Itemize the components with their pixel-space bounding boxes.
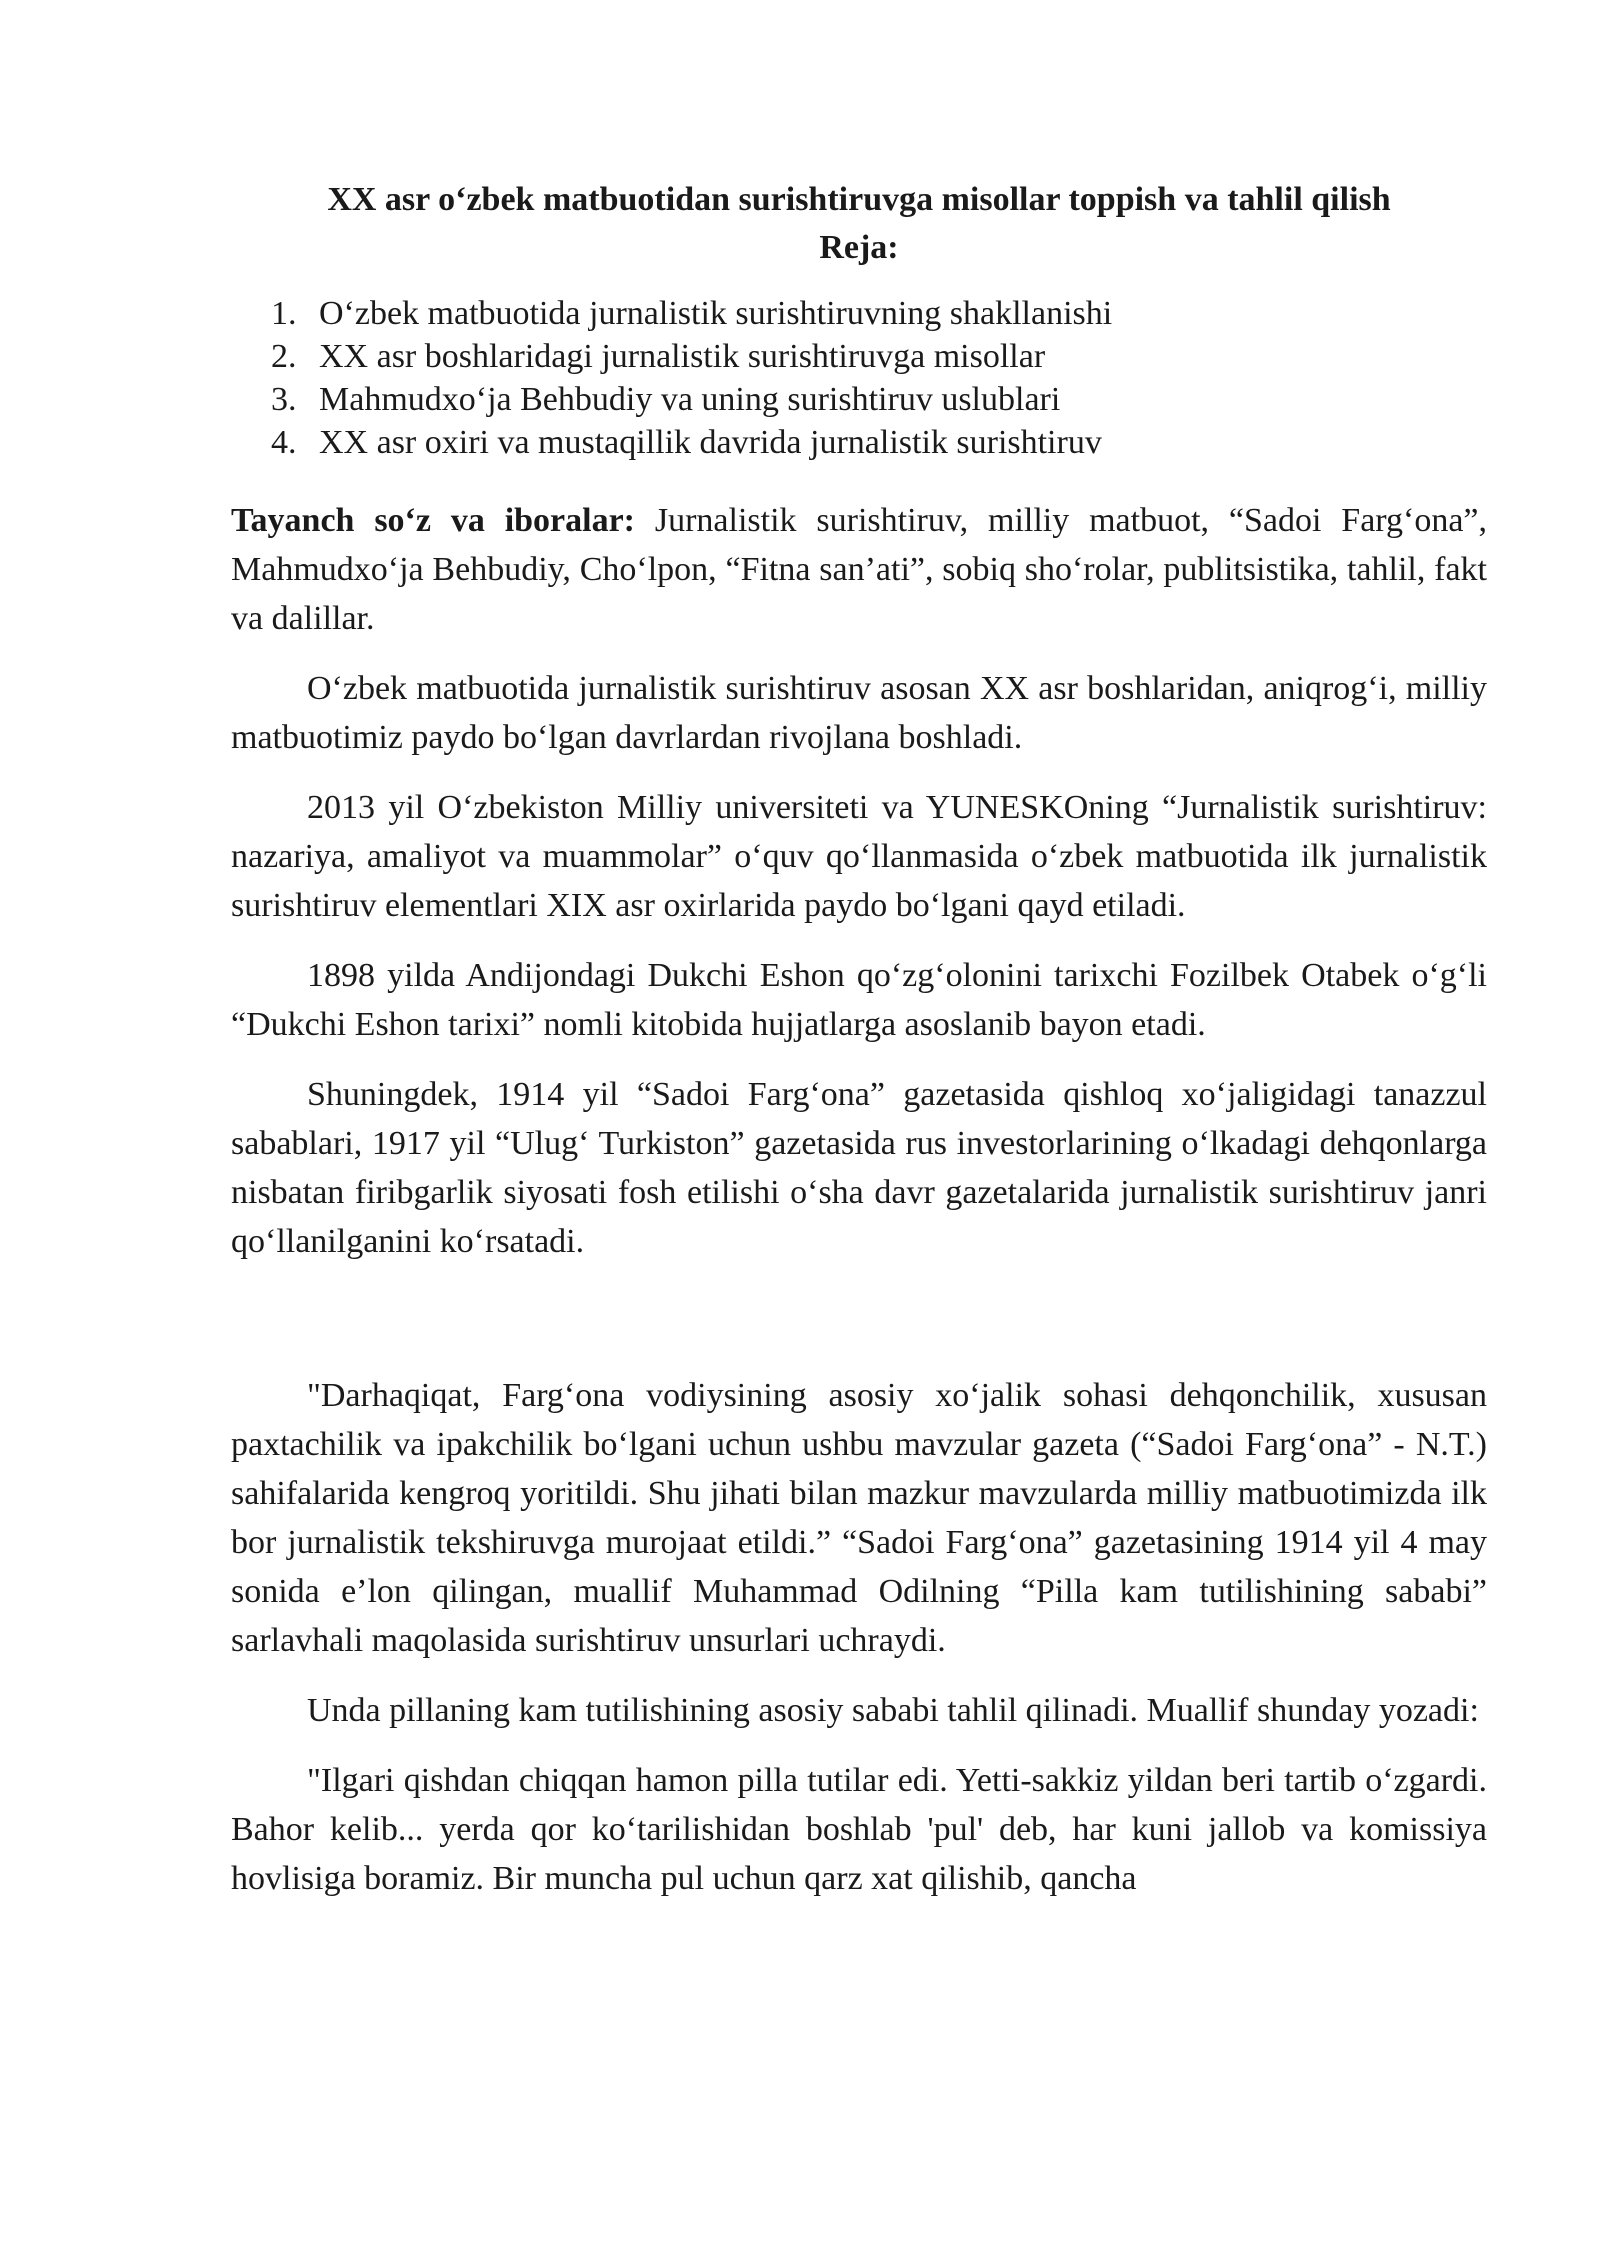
document-title: XX asr o‘zbek matbuotidan surishtiruvga misollar toppish va tahlil qilish — [327, 181, 1391, 218]
plan-item-text: XX asr boshlaridagi jurnalistik surishtiruvga misollar — [319, 338, 1046, 375]
plan-item-number: 1. — [271, 295, 297, 332]
plan-item — [271, 335, 1487, 378]
body-paragraph: "Darhaqiqat, Farg‘ona vodiysining asosiy xo‘jalik sohasi dehqonchilik, xususan paxtachilik va ipakchilik bo‘lgani uchun ushbu mavzular gazeta (“Sadoi Farg‘ona” - N.T.) sahifalarida kengroq yoritildi. Shu jihati bilan mazkur mavzularda milliy matbuotimizda ilk bor jurnalistik tekshiruvga murojaat etildi.” “Sadoi Farg‘ona” gazetasining 1914 yil 4 may sonida e’lon qilingan, muallif Muhammad Odilning “Pilla kam tutilishining sababi” sarlavhali maqolasida surishtiruv unsurlari uchraydi. — [231, 1377, 1487, 1659]
plan-item-number: 2. — [271, 338, 297, 375]
body-paragraph: O‘zbek matbuotida jurnalistik surishtiruv asosan XX asr boshlaridan, aniqrog‘i, milliy matbuotimiz paydo bo‘lgan davrlardan rivojlana boshladi. — [231, 670, 1487, 756]
keywords-paragraph — [231, 496, 1487, 643]
plan-item-text: O‘zbek matbuotida jurnalistik surishtiruvning shakllanishi — [319, 295, 1113, 332]
plan-list — [231, 292, 1487, 464]
plan-heading: Reja: — [819, 229, 899, 266]
plan-item-text: XX asr oxiri va mustaqillik davrida jurnalistik surishtiruv — [319, 424, 1102, 461]
keywords-label: Tayanch so‘z va iboralar: — [231, 502, 636, 539]
body-paragraph: 2013 yil O‘zbekiston Milliy universiteti va YUNESKOning “Jurnalistik surishtiruv: nazariya, amaliyot va muammolar” o‘quv qo‘llanmasida o‘zbek matbuotida ilk jurnalistik surishtiruv elementlari XIX asr oxirlarida paydo bo‘lgani qayd etiladi. — [231, 789, 1487, 924]
body-paragraph: Shuningdek, 1914 yil “Sadoi Farg‘ona” gazetasida qishloq xo‘jaligidagi tanazzul sabablari, 1917 yil “Ulug‘ Turkiston” gazetasida rus investorlarining o‘lkadagi dehqonlarga nisbatan firibgarlik siyosati fosh etilishi o‘sha davr gazetalarida jurnalistik surishtiruv janri qo‘llanilganini ko‘rsatadi. — [231, 1076, 1487, 1260]
plan-item — [271, 378, 1487, 421]
body-paragraph: Unda pillaning kam tutilishining asosiy sababi tahlil qilinadi. Muallif shunday yozadi: — [307, 1692, 1479, 1729]
plan-item-text: Mahmudxo‘ja Behbudiy va uning surishtiruv uslublari — [319, 381, 1061, 418]
plan-item — [271, 421, 1487, 464]
plan-item-number: 3. — [271, 381, 297, 418]
plan-item — [271, 292, 1487, 335]
body-paragraph: "Ilgari qishdan chiqqan hamon pilla tutilar edi. Yetti-sakkiz yildan beri tartib o‘zgardi. Bahor kelib... yerda qor ko‘tarilishidan boshlab 'pul' deb, har kuni jallob va komissiya hovlisiga boramiz. Bir muncha pul uchun qarz xat qilishib, qancha — [231, 1762, 1487, 1897]
document-page — [231, 176, 1487, 1903]
keywords-text: Jurnalistik surishtiruv, milliy matbuot, “Sadoi Farg‘ona”, Mahmudxo‘ja Behbudiy, Cho‘lpon, “Fitna san’ati”, sobiq sho‘rolar, publitsistika, tahlil, fakt va dalillar. — [231, 502, 1488, 637]
body-paragraph: 1898 yilda Andijondagi Dukchi Eshon qo‘zg‘olonini tarixchi Fozilbek Otabek o‘g‘li “Dukchi Eshon tarixi” nomli kitobida hujjatlarga asoslanib bayon etadi. — [231, 957, 1487, 1043]
plan-item-number: 4. — [271, 424, 297, 461]
